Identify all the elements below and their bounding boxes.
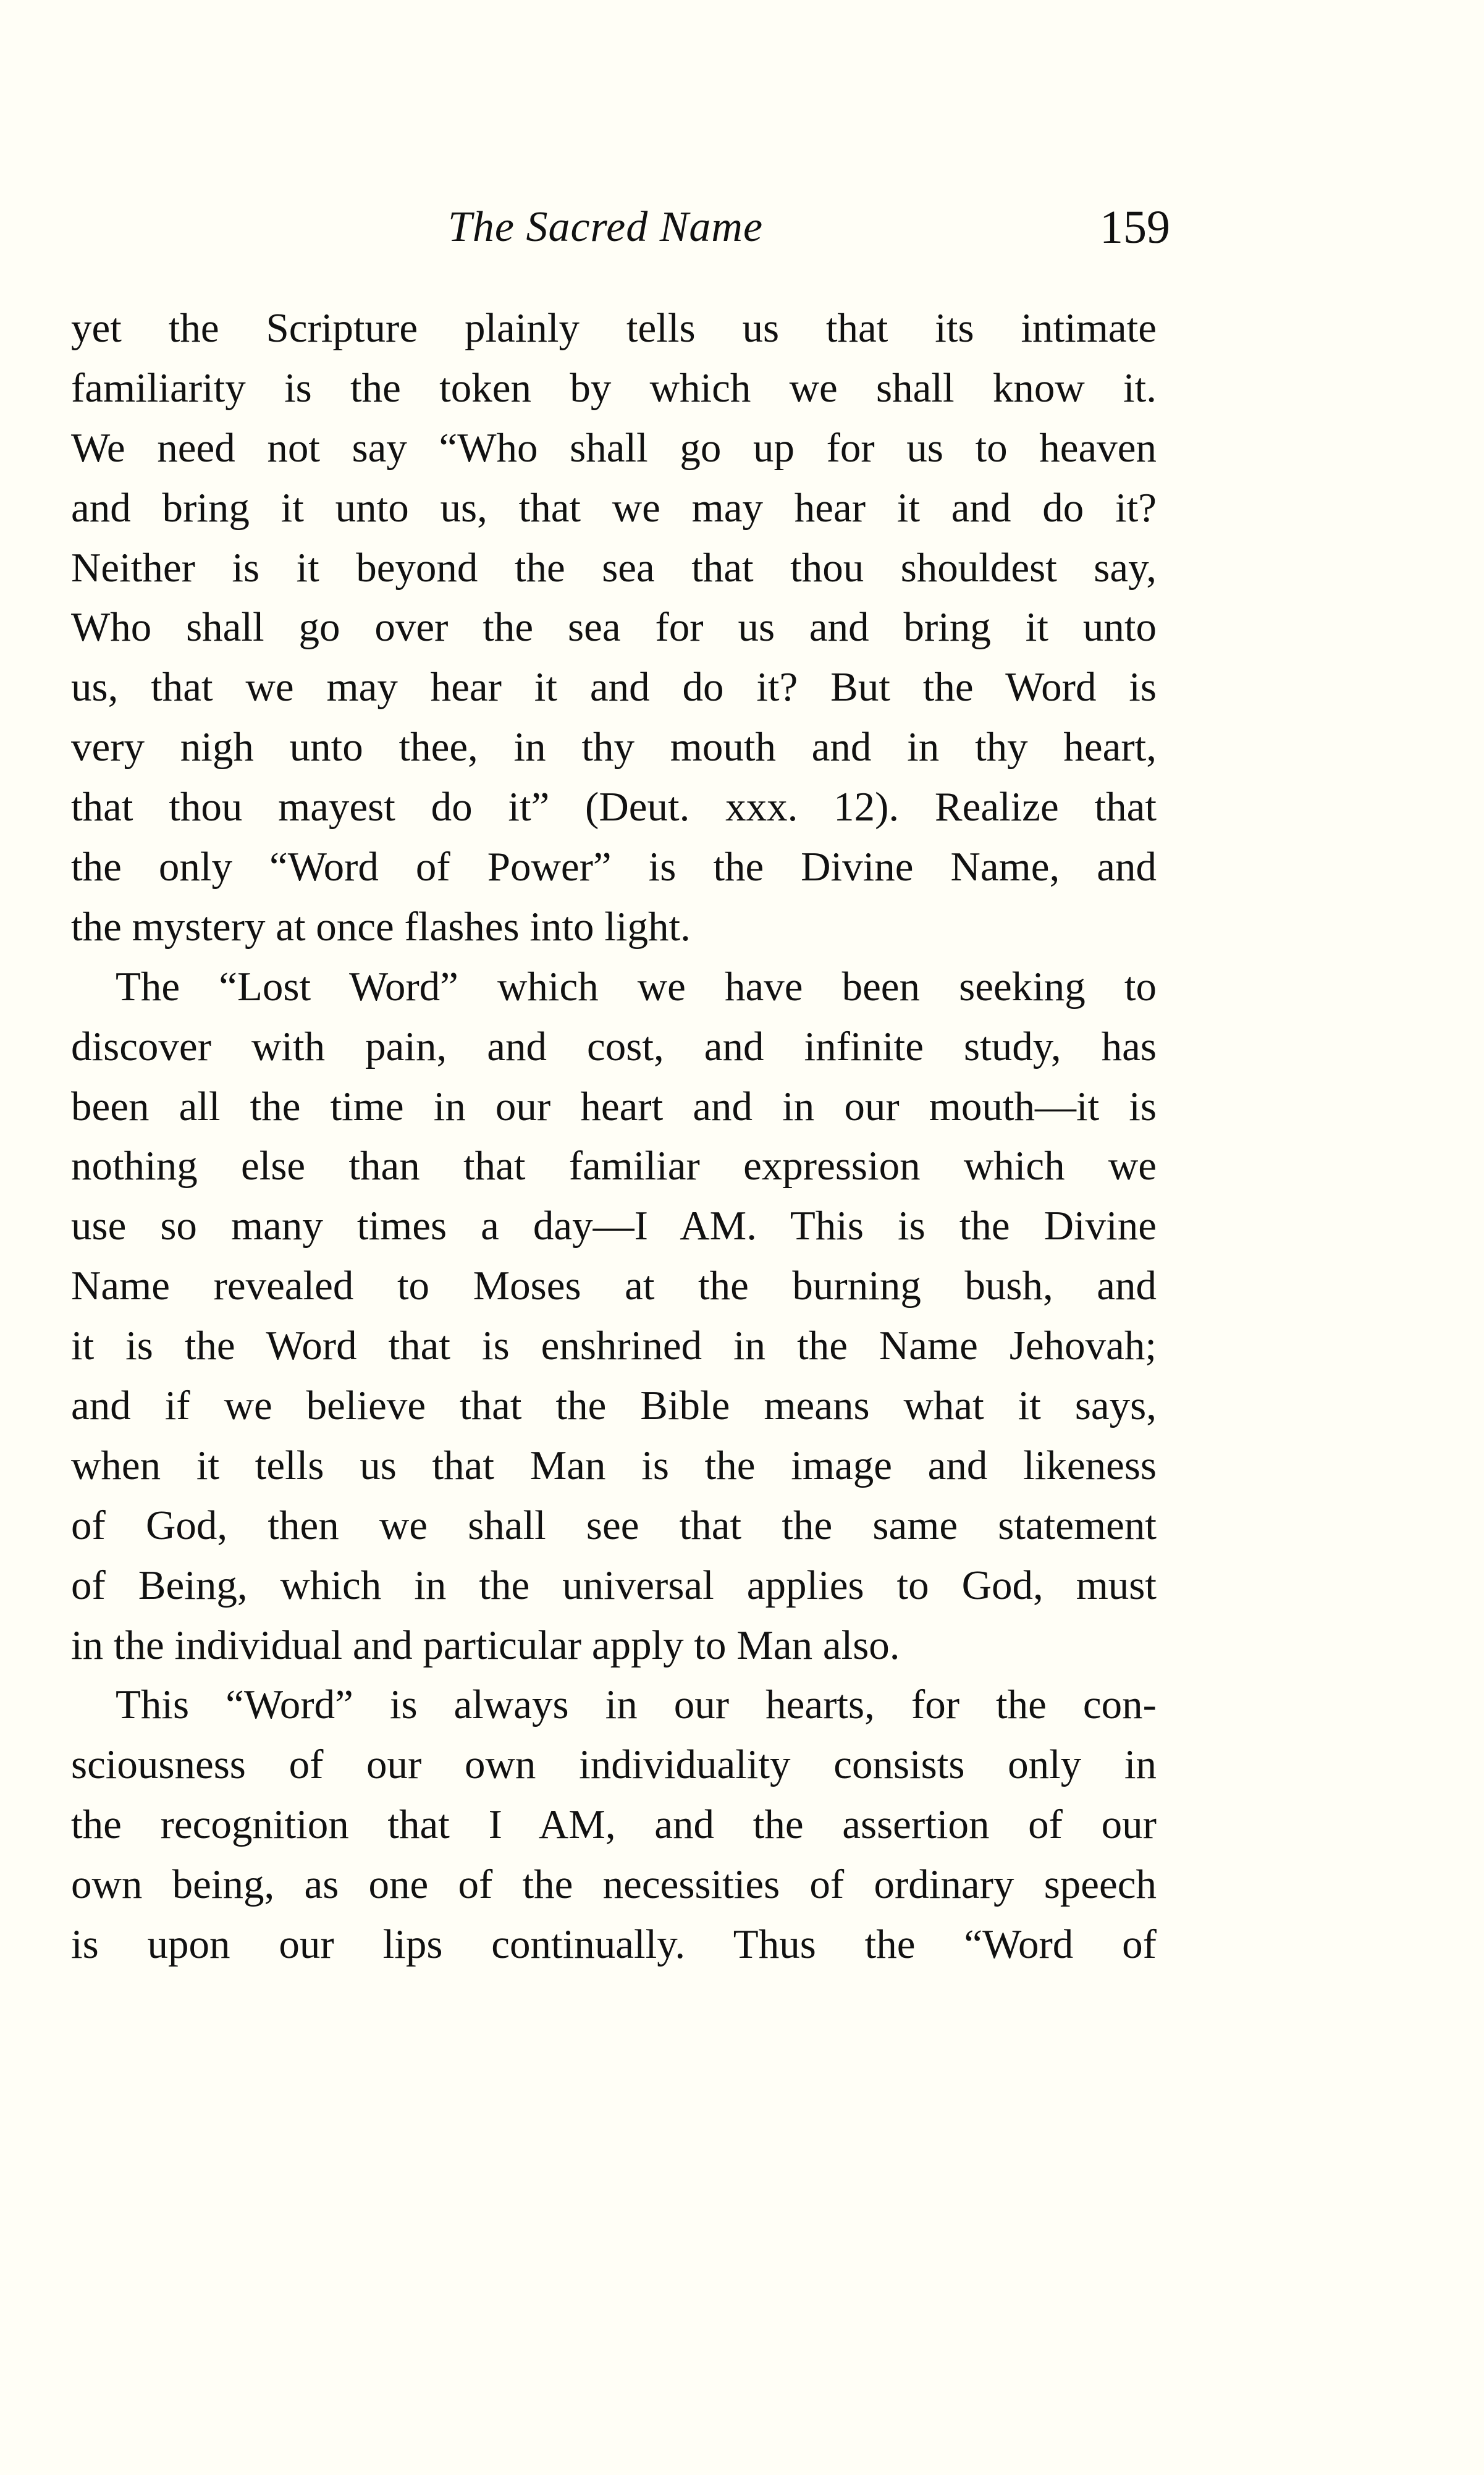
text-line: use so many times a day—I AM. This is the Divine — [71, 1203, 1157, 1249]
text-line: it is the Word that is enshrined in the Name Jehovah; — [71, 1323, 1157, 1369]
text-line: discover with pain, and cost, and infinite study, has — [71, 1023, 1157, 1069]
text-line: and bring it unto us, that we may hear it and do it? — [71, 484, 1157, 531]
text-line: of God, then we shall see that the same statement — [71, 1502, 1157, 1548]
text-line: familiarity is the token by which we shall know it. — [71, 365, 1157, 411]
text-line: been all the time in our heart and in our mouth—it is — [71, 1083, 1157, 1129]
running-head — [0, 196, 1484, 258]
text-line: Who shall go over the sea for us and bring it unto — [71, 604, 1157, 651]
text-line: in the individual and particular apply to Man also. — [71, 1622, 900, 1668]
page-number: 159 — [1100, 201, 1170, 253]
text-line: that thou mayest do it” (Deut. xxx. 12). Realize that — [71, 784, 1157, 830]
text-line: the recognition that I AM, and the assertion of our — [71, 1802, 1157, 1848]
text-line: very nigh unto thee, in thy mouth and in thy heart, — [71, 724, 1157, 770]
text-line: the only “Word of Power” is the Divine Name, and — [71, 844, 1157, 890]
text-line: This “Word” is always in our hearts, for the con- — [116, 1682, 1157, 1728]
text-line: us, that we may hear it and do it? But the Word is — [71, 664, 1157, 710]
paragraph — [71, 298, 1157, 957]
running-head-title: The Sacred Name — [447, 203, 764, 251]
text-line: sciousness of our own individuality consists only in — [71, 1742, 1157, 1788]
text-line: the mystery at once flashes into light. — [71, 903, 691, 950]
text-line: The “Lost Word” which we have been seeking to — [116, 963, 1157, 1010]
text-line: Neither is it beyond the sea that thou shouldest say, — [71, 544, 1157, 591]
text-line: nothing else than that familiar expression which we — [71, 1143, 1157, 1189]
text-line: is upon our lips continually. Thus the “Word of — [71, 1921, 1157, 1968]
text-line: when it tells us that Man is the image and likeness — [71, 1442, 1157, 1488]
text-line: own being, as one of the necessities of ordinary speech — [71, 1862, 1157, 1908]
text-line: yet the Scripture plainly tells us that its intimate — [71, 305, 1157, 351]
paragraph — [71, 1675, 1157, 1974]
text-line: We need not say “Who shall go up for us to heaven — [71, 424, 1157, 471]
text-line: of Being, which in the universal applies to God, must — [71, 1562, 1157, 1608]
text-line: and if we believe that the Bible means what it says, — [71, 1383, 1157, 1429]
body-text — [71, 298, 1157, 1975]
text-line: Name revealed to Moses at the burning bush, and — [71, 1263, 1157, 1309]
paragraph — [71, 957, 1157, 1676]
